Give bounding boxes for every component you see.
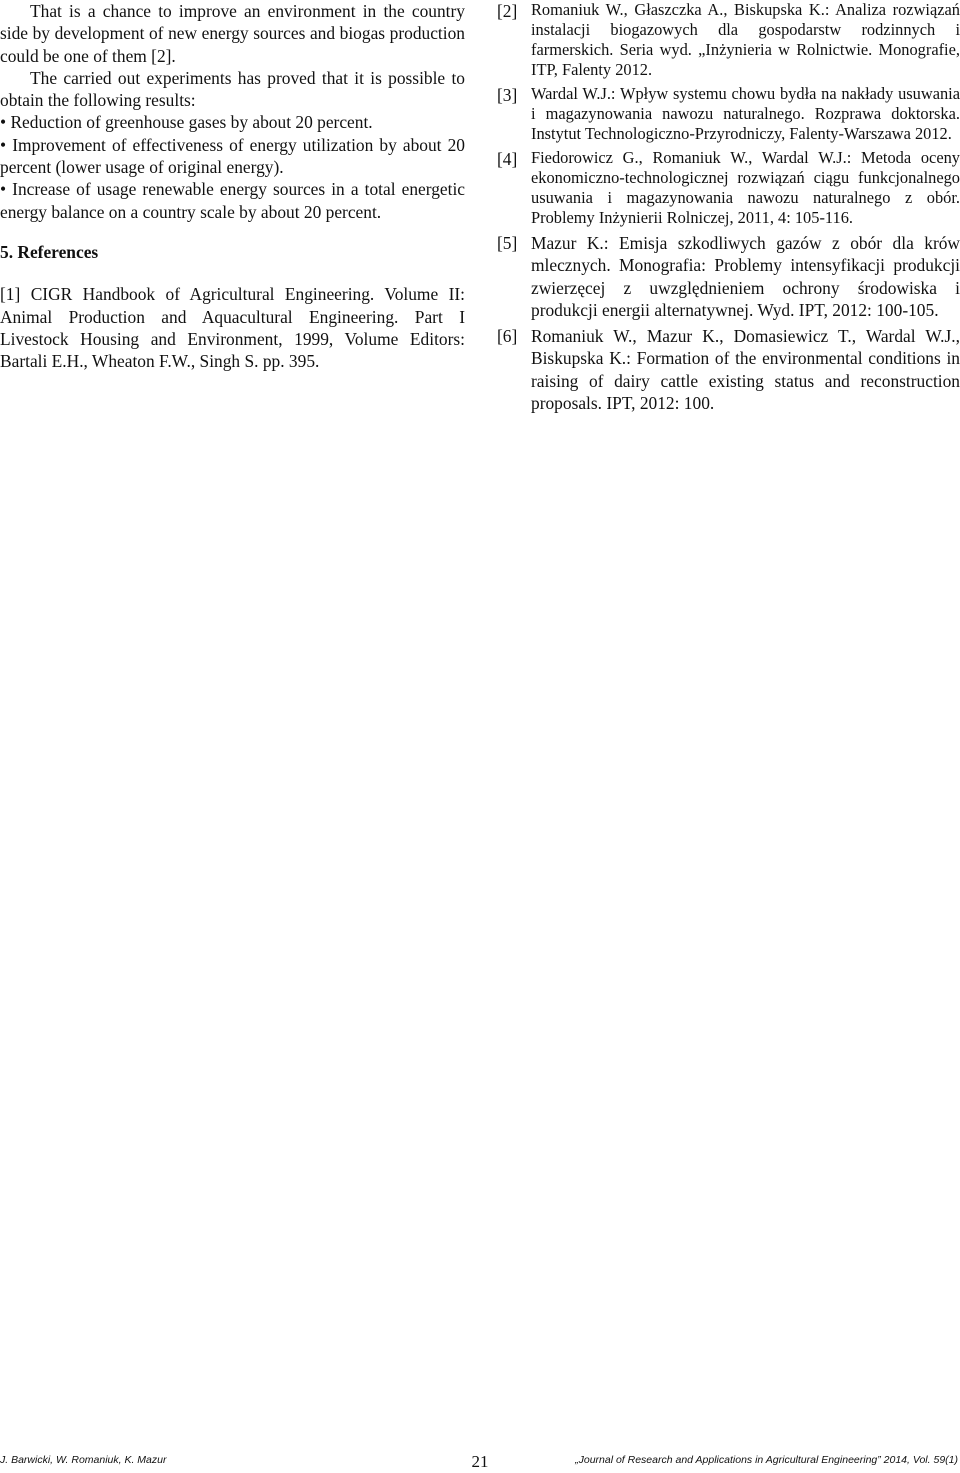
result-item: • Increase of usage renewable energy sources in a total energetic energy balance on a country scale by about 20 percent. [0,178,465,223]
result-item: • Improvement of effectiveness of energy utilization by about 20 percent (lower usage of original energy). [0,134,465,179]
right-column [497,0,960,418]
page-footer [0,1446,960,1473]
reference-number: [5] [497,233,518,253]
reference-text: Wardal W.J.: Wpływ systemu chowu bydła na nakłady usuwania i magazynowania nawozu naturalnego. Rozprawa doktorska. Instytut Technologiczno-Przyrodniczy, Falenty-Warszawa 2012. [531,84,960,143]
left-column [0,0,465,372]
reference-text: Fiedorowicz G., Romaniuk W., Wardal W.J.: Metoda oceny ekonomiczno-technologicznej rozwiązań ciągu funkcjonalnego usuwania i magazynowania nawozu naturalnego z obór. Problemy Inżynierii Rolniczej, 2011, 4: 105-116. [531,148,960,227]
footer-journal: „Journal of Research and Applications in Agricultural Engineering” 2014, Vol. 59(1) [575,1454,958,1466]
reference-text: Mazur K.: Emisja szkodliwych gazów z obór dla krów mlecznych. Monografia: Problemy intensyfikacji produkcji zwierzęcej z uwzględnieniem ochrony środowiska i produkcji energii alternatywnej. Wyd. IPT, 2012: 100-105. [531,233,960,320]
page-number: 21 [471,1452,489,1471]
reference-item-1: [1] CIGR Handbook of Agricultural Engineering. Volume II: Animal Production and Aquacultural Engineering. Part I Livestock Housing and Environment, 1999, Volume Editors: Bartali E.H., Wheaton F.W., Singh S. pp. 395. [0,284,465,372]
reference-number: [6] [497,326,518,347]
reference-text: Romaniuk W., Mazur K., Domasiewicz T., Wardal W.J., Biskupska K.: Formation of the environmental conditions in raising of dairy cattle existing status and reconstruction proposals. IPT, 2012: 100. [531,326,960,414]
reference-item-5 [497,232,960,321]
reference-list-left [0,283,465,372]
references-heading: 5. References [0,241,99,262]
reference-text: Romaniuk W., Głaszczka A., Biskupska K.: Analiza rozwiązań instalacji biogazowych dla gospodarstw rodzinnych i farmerskich. Seria wyd. „Inżynieria w Rolnictwie. Monografie, ITP, Falenty 2012. [531,0,960,79]
intro-paragraph: That is a chance to improve an environment in the country side by development of new energy sources and biogas production could be one of them [2]. [0,1,465,66]
result-item: • Reduction of greenhouse gases by about 20 percent. [0,111,465,133]
reference-item-2 [497,0,960,80]
reference-number: [2] [497,1,518,21]
footer-authors: J. Barwicki, W. Romaniuk, K. Mazur [0,1454,167,1466]
reference-number: [3] [497,85,518,105]
reference-item-3 [497,84,960,144]
reference-number: [4] [497,149,518,169]
results-paragraph: The carried out experiments has proved that it is possible to obtain the following results: [0,67,465,111]
reference-item-4 [497,148,960,228]
reference-item-6 [497,325,960,414]
